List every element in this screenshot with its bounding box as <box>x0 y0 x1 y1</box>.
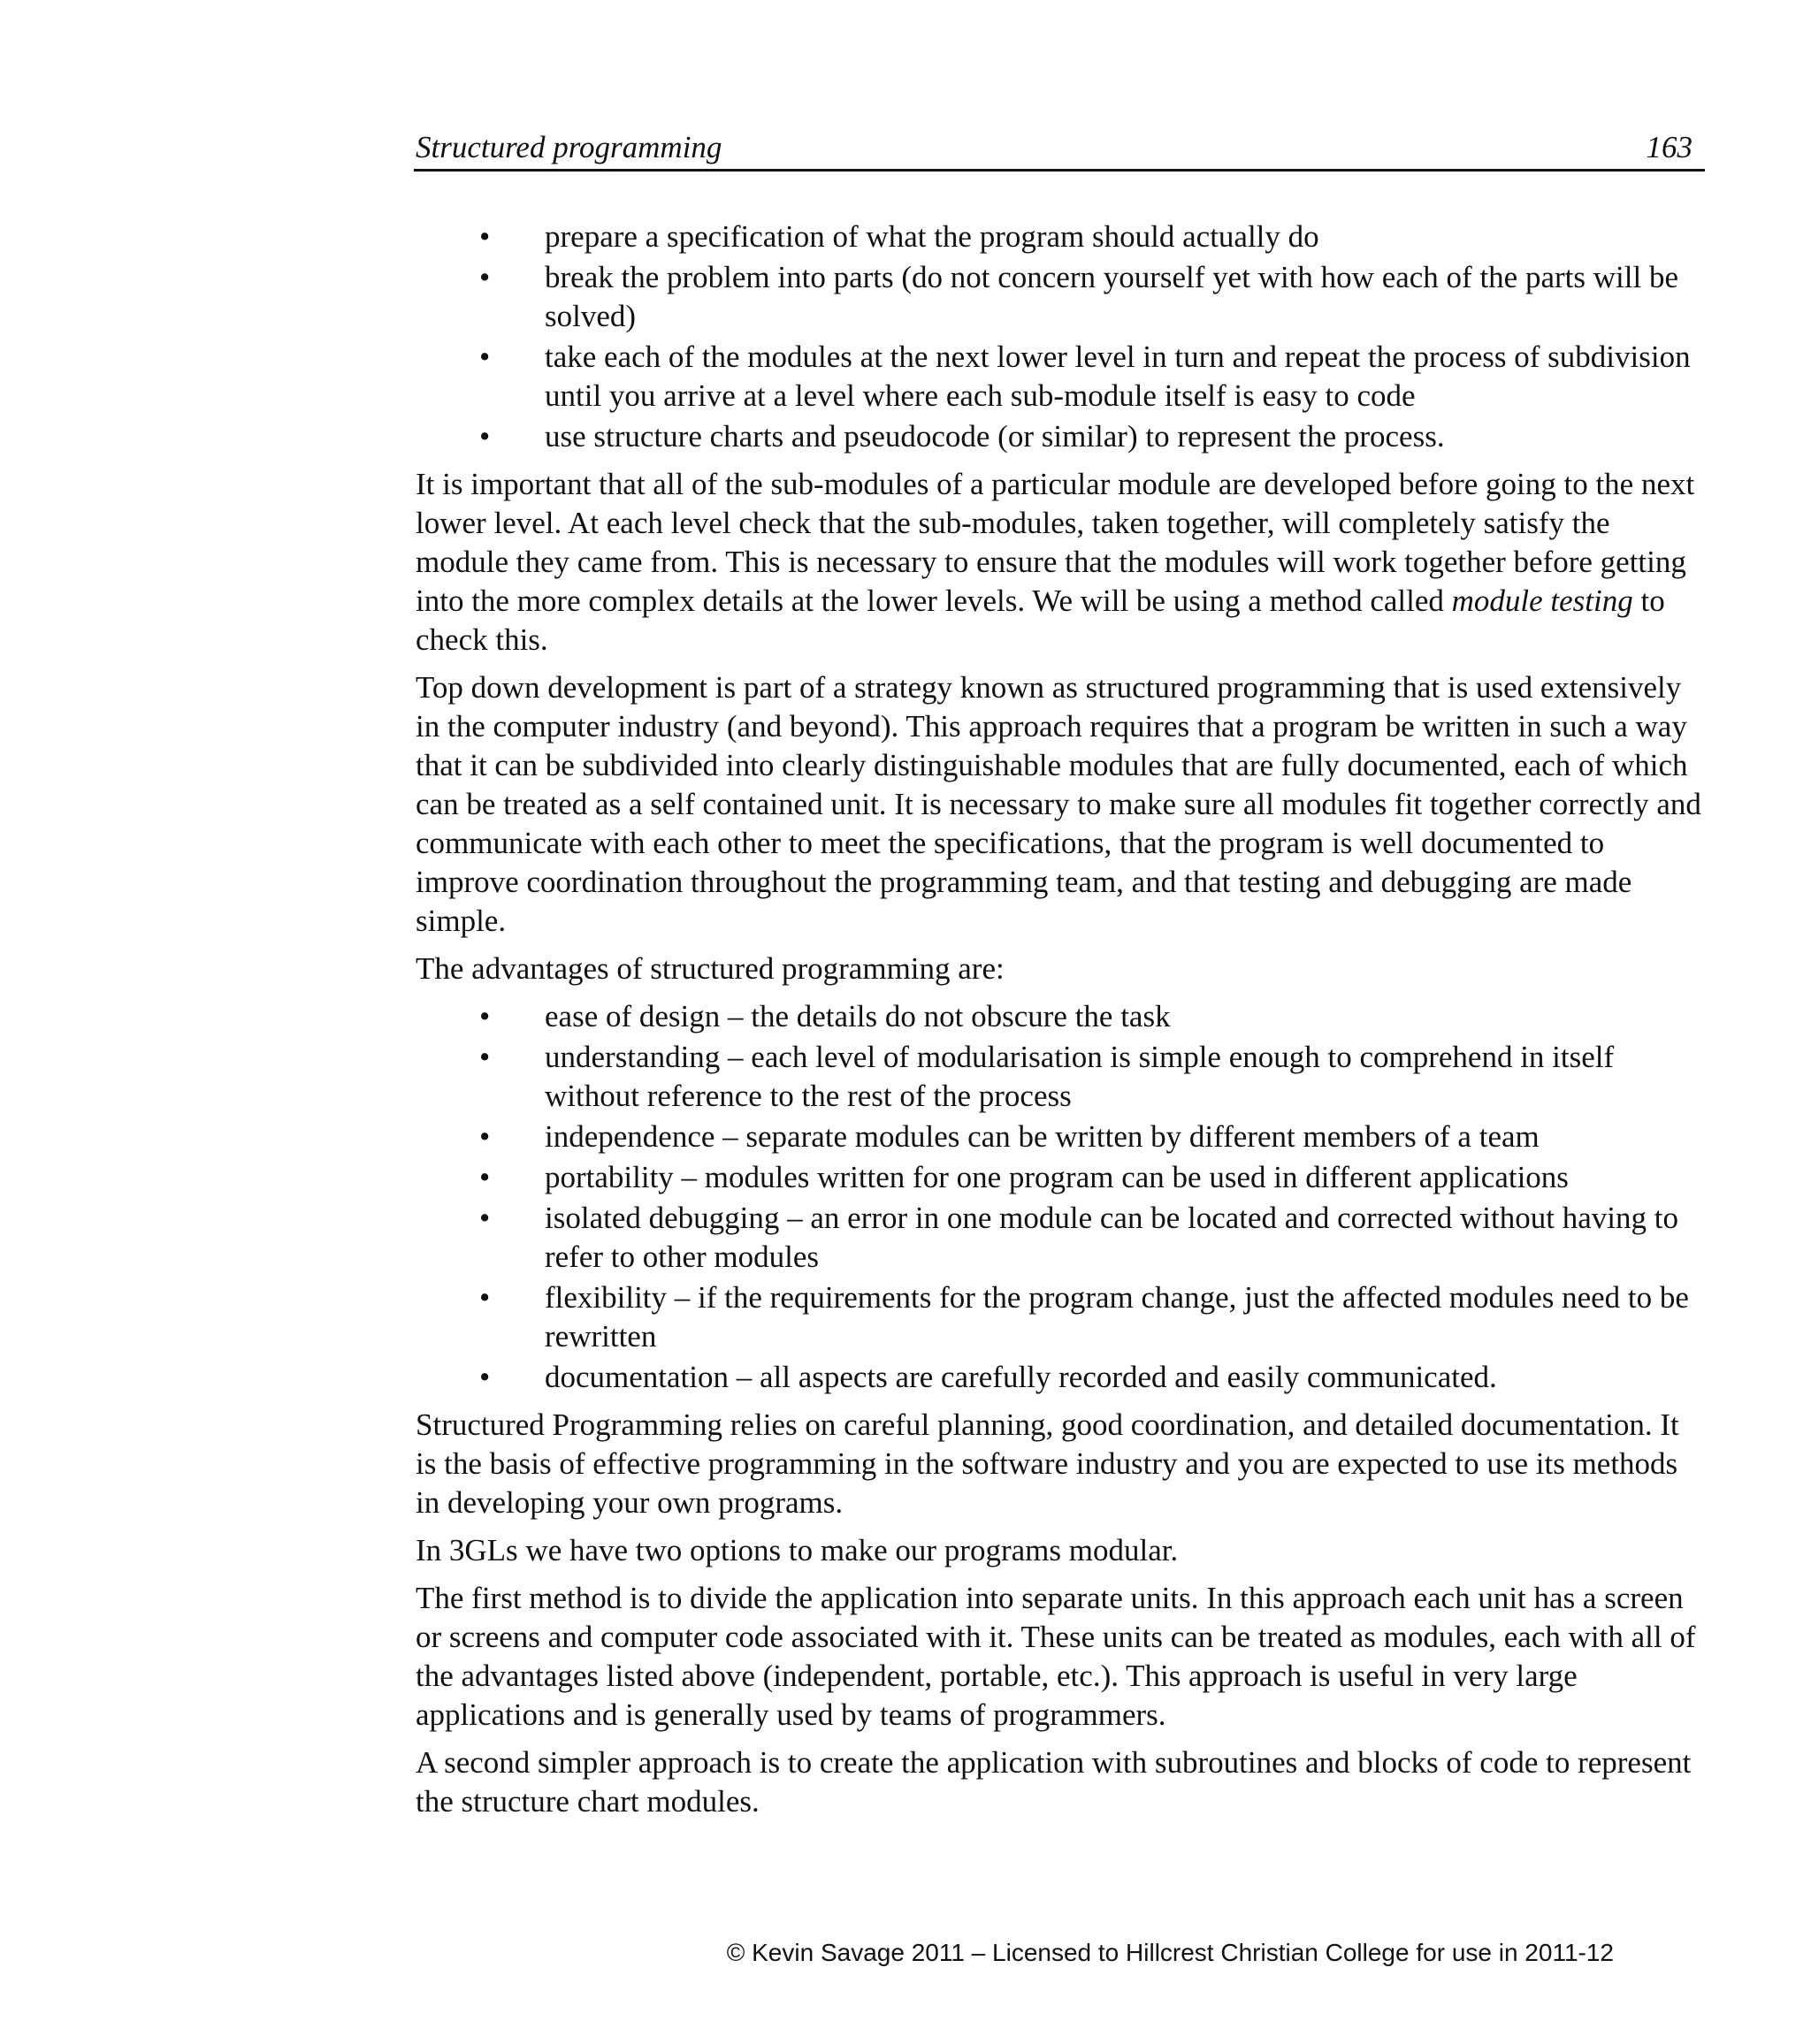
paragraph-second-method: A second simpler approach is to create the application with subroutines and blocks of code to represent the structure chart modules. <box>416 1745 1692 1819</box>
bullet-icon: • <box>479 1160 491 1194</box>
list-item <box>416 1199 1707 1277</box>
paragraph-text: It is important that all of the sub-modules of a particular module are developed before going to the next lower level. At each level check that the sub-modules, taken together, will completely satisfy the module they came from. This is necessary to ensure that the modules will work together before getting into the more complex details at the lower levels. We will be using a method called <box>416 467 1695 618</box>
bullet-icon: • <box>479 1040 491 1074</box>
paragraph-structured-programming: Structured Programming relies on careful planning, good coordination, and detailed documentation. It is the basis of effective programming in the software industry and you are expected to use its methods in developing your own programs. <box>416 1407 1679 1520</box>
list-item-text: portability – modules written for one program can be used in different applications <box>545 1160 1569 1194</box>
paragraph-first-method: The first method is to divide the application into separate units. In this approach each unit has a screen or screens and computer code associated with it. These units can be treated as modules, each with all of the advantages listed above (independent, portable, etc.). This approach is useful in very large applications and is generally used by teams of programmers. <box>416 1581 1696 1732</box>
list-item <box>416 1358 1707 1397</box>
advantages-list <box>416 997 1707 1397</box>
copyright-footer: © Kevin Savage 2011 – Licensed to Hillcrest Christian College for use in 2011-12 <box>726 1939 1614 1966</box>
bullet-icon: • <box>479 219 491 254</box>
list-item <box>416 217 1707 256</box>
list-item-text: understanding – each level of modularisation is simple enough to comprehend in itself without reference to the rest of the process <box>545 1040 1615 1113</box>
page-number: 163 <box>1646 130 1693 164</box>
paragraph-top-down: Top down development is part of a strategy known as structured programming that is used extensively in the computer industry (and beyond). This approach requires that a program be written in such a way that it can be subdivided into clearly distinguishable modules that are fully documented, each of which can be treated as a self contained unit. It is necessary to make sure all modules fit together correctly and communicate with each other to meet the specifications, that the program is well documented to improve coordination throughout the programming team, and that testing and debugging are made simple. <box>416 670 1701 938</box>
list-item <box>416 417 1707 456</box>
paragraph-advantages-intro: The advantages of structured programming are: <box>416 951 1005 986</box>
steps-list <box>416 217 1707 456</box>
list-item <box>416 338 1707 416</box>
list-item-text: flexibility – if the requirements for the program change, just the affected modules need to be rewritten <box>545 1280 1689 1354</box>
bullet-icon: • <box>479 339 491 374</box>
bullet-icon: • <box>479 1201 491 1235</box>
list-item <box>416 258 1707 336</box>
bullet-icon: • <box>479 260 491 294</box>
bullet-icon: • <box>479 1119 491 1154</box>
list-item-text: ease of design – the details do not obscure the task <box>545 999 1171 1033</box>
list-item <box>416 1117 1707 1156</box>
bullet-icon: • <box>479 419 491 454</box>
bullet-icon: • <box>479 1360 491 1394</box>
bullet-icon: • <box>479 999 491 1033</box>
list-item-text: use structure charts and pseudocode (or similar) to represent the process. <box>545 419 1445 454</box>
list-item <box>416 1038 1707 1116</box>
paragraph-3gl-options: In 3GLs we have two options to make our programs modular. <box>416 1533 1179 1567</box>
list-item <box>416 1158 1707 1197</box>
paragraph-module-development <box>416 465 1707 660</box>
list-item-text: prepare a specification of what the program should actually do <box>545 219 1319 254</box>
running-header <box>414 126 1705 172</box>
emphasis-term: module testing <box>1451 583 1633 618</box>
list-item <box>416 997 1707 1036</box>
list-item-text: independence – separate modules can be written by different members of a team <box>545 1119 1540 1154</box>
list-item-text: isolated debugging – an error in one module can be located and corrected without having to refer to other modules <box>545 1201 1678 1274</box>
list-item-text: documentation – all aspects are carefully recorded and easily communicated. <box>545 1360 1497 1394</box>
header-title: Structured programming <box>416 130 722 164</box>
list-item-text: take each of the modules at the next lower level in turn and repeat the process of subdivision until you arrive at a level where each sub-module itself is easy to code <box>545 339 1691 413</box>
bullet-icon: • <box>479 1280 491 1315</box>
body-content <box>416 217 1707 1830</box>
paragraph-text: to check this. <box>416 583 1665 657</box>
list-item <box>416 1278 1707 1356</box>
list-item-text: break the problem into parts (do not concern yourself yet with how each of the parts will be solved) <box>545 260 1678 333</box>
